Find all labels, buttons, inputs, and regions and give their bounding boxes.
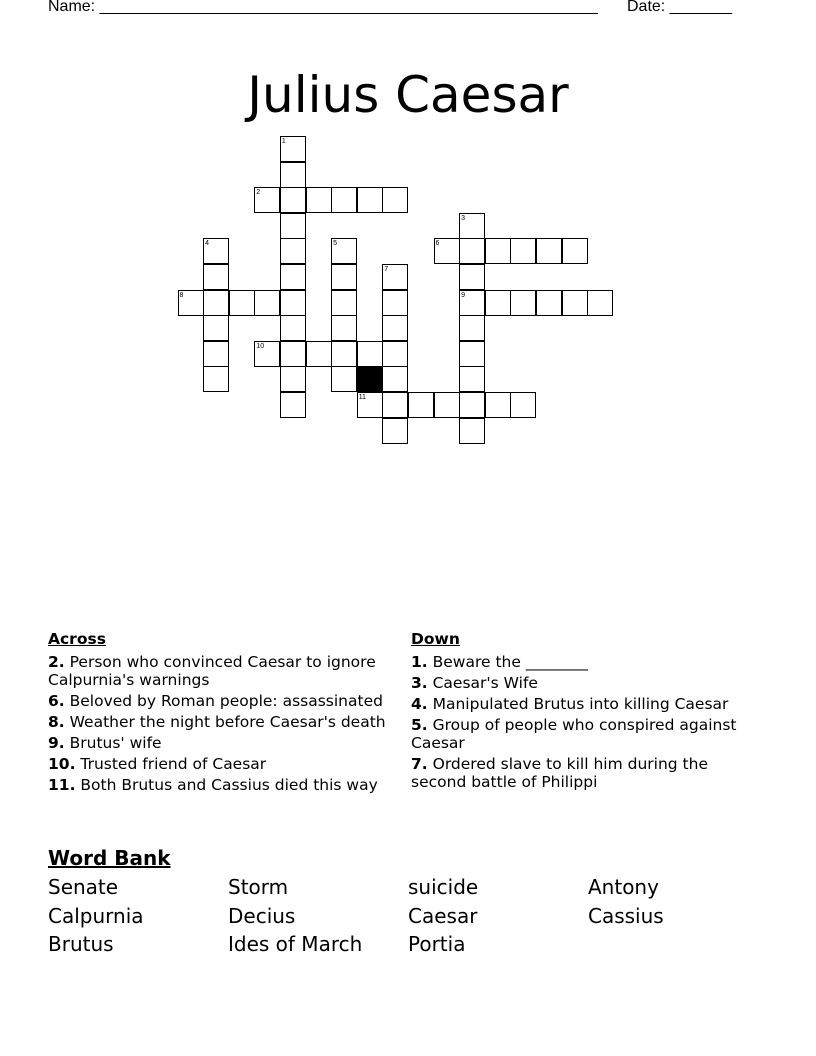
grid-cell[interactable]: [382, 290, 408, 316]
grid-cell[interactable]: [280, 187, 306, 213]
down-clue: [411, 653, 751, 671]
clue-number-label: 10.: [48, 755, 76, 773]
grid-cell[interactable]: [587, 290, 613, 316]
grid-cell[interactable]: [331, 264, 357, 290]
grid-cell[interactable]: [485, 290, 511, 316]
grid-cell[interactable]: [280, 238, 306, 264]
across-clue: [48, 653, 398, 689]
word-bank-item: Antony: [588, 875, 659, 899]
grid-cell[interactable]: [536, 238, 562, 264]
grid-cell[interactable]: [459, 315, 485, 341]
grid-cell[interactable]: [280, 264, 306, 290]
date-field[interactable]: Date: _______: [627, 0, 732, 15]
word-bank-item: Portia: [408, 932, 466, 956]
word-bank-item: Calpurnia: [48, 903, 144, 928]
grid-cell[interactable]: [562, 290, 588, 316]
word-bank-item: Cassius: [588, 903, 664, 928]
clue-number: 4: [205, 240, 209, 248]
clue-number: 8: [179, 291, 184, 299]
word-bank-item: Decius: [228, 903, 296, 928]
grid-cell[interactable]: [382, 187, 408, 213]
down-clues: [411, 630, 751, 794]
grid-cell[interactable]: [382, 341, 408, 367]
across-heading: Across: [48, 630, 106, 648]
across-clue: [48, 713, 398, 731]
grid-cell[interactable]: [459, 366, 485, 392]
grid-cell[interactable]: [459, 392, 485, 418]
grid-cell[interactable]: [408, 392, 434, 418]
grid-cell[interactable]: [485, 392, 511, 418]
grid-cell[interactable]: [459, 341, 485, 367]
across-clue: [48, 776, 398, 794]
clue-number: 5: [333, 240, 337, 248]
clue-number-label: 5.: [411, 716, 428, 734]
grid-cell[interactable]: [536, 290, 562, 316]
across-clue: [48, 734, 398, 752]
clue-text: Manipulated Brutus into killing Caesar: [427, 695, 729, 713]
down-clue: [411, 695, 751, 713]
clue-text: Ordered slave to kill him during the second battle of Philippi: [411, 755, 708, 791]
grid-cell[interactable]: [203, 264, 229, 290]
across-clue: [48, 755, 398, 773]
grid-cell[interactable]: [382, 315, 408, 341]
clue-number: 1: [281, 138, 286, 145]
grid-cell[interactable]: [331, 315, 357, 341]
down-clue: [411, 674, 751, 692]
clue-text: Person who convinced Caesar to ignore Calpurnia's warnings: [48, 653, 376, 689]
clue-text: Group of people who conspired against Caesar: [411, 716, 737, 752]
grid-cell[interactable]: [510, 290, 536, 316]
word-bank-heading: Word Bank: [48, 846, 171, 870]
grid-cell[interactable]: [382, 418, 408, 444]
grid-cell[interactable]: [280, 213, 306, 239]
grid-cell[interactable]: [459, 418, 485, 444]
page-title: Julius Caesar: [247, 65, 569, 124]
grid-cell[interactable]: [280, 315, 306, 341]
word-bank-item: suicide: [408, 875, 479, 899]
clue-number-label: 7.: [411, 755, 428, 773]
grid-cell[interactable]: [280, 290, 306, 316]
clue-number-label: 8.: [48, 713, 65, 731]
grid-cell[interactable]: [434, 392, 460, 418]
clue-text: Beware the ________: [427, 653, 588, 671]
grid-cell[interactable]: [382, 392, 408, 418]
grid-cell[interactable]: [485, 238, 511, 264]
clue-text: Weather the night before Caesar's death: [64, 713, 386, 731]
clue-number-label: 1.: [411, 653, 428, 671]
grid-cell[interactable]: [382, 366, 408, 392]
grid-cell[interactable]: [280, 366, 306, 392]
grid-cell[interactable]: [357, 341, 383, 367]
clue-text: Caesar's Wife: [427, 674, 538, 692]
grid-cell[interactable]: [459, 238, 485, 264]
down-heading: Down: [411, 630, 460, 648]
name-field[interactable]: Name: ________________________________________________________: [48, 0, 598, 15]
grid-cell[interactable]: [562, 238, 588, 264]
clue-number: 9: [461, 291, 465, 299]
grid-cell[interactable]: [331, 341, 357, 367]
clue-number: 10: [256, 342, 265, 350]
clue-text: Trusted friend of Caesar: [75, 755, 267, 773]
clue-number-label: 9.: [48, 734, 65, 752]
grid-cell[interactable]: [331, 290, 357, 316]
word-bank-item: Caesar: [408, 903, 478, 928]
clue-number: 3: [461, 214, 465, 222]
grid-cell[interactable]: [203, 315, 229, 341]
grid-cell[interactable]: [357, 187, 383, 213]
word-bank-item: Ides of March: [228, 932, 363, 956]
word-bank-item: Brutus: [48, 932, 114, 956]
clue-number-label: 3.: [411, 674, 428, 692]
clue-text: Brutus' wife: [64, 734, 162, 752]
grid-cell[interactable]: [510, 392, 536, 418]
word-bank-item: Storm: [228, 875, 289, 899]
clue-number-label: 2.: [48, 653, 65, 671]
grid-cell[interactable]: [203, 366, 229, 392]
grid-cell[interactable]: [280, 162, 306, 188]
clue-number: 2: [256, 189, 261, 197]
grid-cell[interactable]: [331, 366, 357, 392]
clue-number-label: 4.: [411, 695, 428, 713]
down-clue: [411, 755, 751, 791]
grid-cell[interactable]: [203, 290, 229, 316]
clue-number-label: 6.: [48, 692, 65, 710]
grid-cell[interactable]: [459, 264, 485, 290]
clue-number: 6: [435, 240, 440, 248]
across-clue: [48, 692, 398, 710]
grid-cell[interactable]: [306, 341, 332, 367]
clue-number-label: 11.: [48, 776, 76, 794]
across-clues: [48, 630, 398, 797]
clue-text: Beloved by Roman people: assassinated: [64, 692, 383, 710]
grid-cell[interactable]: [229, 290, 255, 316]
crossword-grid: [0, 0, 816, 460]
clue-text: Both Brutus and Cassius died this way: [75, 776, 378, 794]
grid-cell[interactable]: [254, 290, 280, 316]
down-clue: [411, 716, 751, 752]
black-square: [357, 366, 383, 392]
word-bank-item: Senate: [48, 875, 119, 899]
clue-number: 11: [358, 394, 366, 401]
grid-cell[interactable]: [280, 392, 306, 418]
grid-cell[interactable]: [203, 341, 229, 367]
grid-cell[interactable]: [331, 187, 357, 213]
grid-cell[interactable]: [306, 187, 332, 213]
grid-cell[interactable]: [280, 341, 306, 367]
grid-cell[interactable]: [510, 238, 536, 264]
clue-number: 7: [384, 266, 389, 273]
